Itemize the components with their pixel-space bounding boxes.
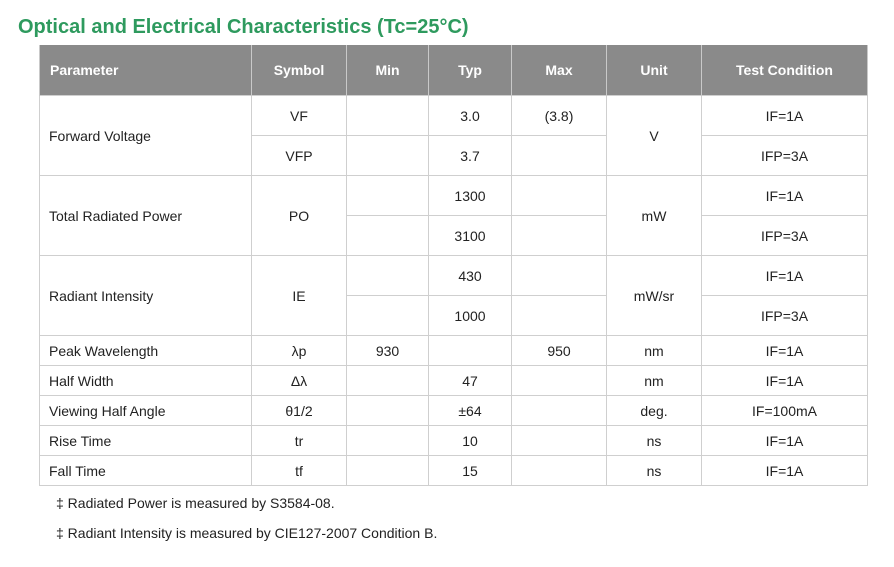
- header-row: [40, 45, 868, 96]
- peak-wavelength-unit: nm: [607, 336, 702, 366]
- total-radiated-power-max-1: [512, 176, 607, 216]
- radiant-intensity-condition-1: IF=1A: [702, 256, 868, 296]
- fall-time-typ: 15: [429, 456, 512, 486]
- total-radiated-power-condition-1: IF=1A: [702, 176, 868, 216]
- table-row: [40, 426, 868, 456]
- footnotes: [56, 494, 437, 554]
- total-radiated-power-symbol: PO: [252, 176, 347, 256]
- forward-voltage-unit: V: [607, 96, 702, 176]
- table-row: [40, 366, 868, 396]
- forward-voltage-min-1: [347, 96, 429, 136]
- fall-time-condition: IF=1A: [702, 456, 868, 486]
- viewing-half-angle-condition: IF=100mA: [702, 396, 868, 426]
- total-radiated-power-min-1: [347, 176, 429, 216]
- total-radiated-power-typ-2: 3100: [429, 216, 512, 256]
- forward-voltage-symbol-1: VF: [252, 96, 347, 136]
- fall-time-symbol: tf: [252, 456, 347, 486]
- rise-time-symbol: tr: [252, 426, 347, 456]
- peak-wavelength-condition: IF=1A: [702, 336, 868, 366]
- radiant-intensity-unit: mW/sr: [607, 256, 702, 336]
- half-width-unit: nm: [607, 366, 702, 396]
- fall-time-parameter: Fall Time: [40, 456, 252, 486]
- footnote-radiant-intensity: ‡ Radiant Intensity is measured by CIE127-2007 Condition B.: [56, 525, 438, 541]
- header-symbol: Symbol: [252, 45, 347, 96]
- header-parameter: Parameter: [40, 45, 252, 96]
- viewing-half-angle-parameter: Viewing Half Angle: [40, 396, 252, 426]
- rise-time-condition: IF=1A: [702, 426, 868, 456]
- radiant-intensity-max-2: [512, 296, 607, 336]
- peak-wavelength-min: 930: [347, 336, 429, 366]
- table-row: [40, 336, 868, 366]
- rise-time-unit: ns: [607, 426, 702, 456]
- viewing-half-angle-unit: deg.: [607, 396, 702, 426]
- viewing-half-angle-min: [347, 396, 429, 426]
- total-radiated-power-typ-1: 1300: [429, 176, 512, 216]
- fall-time-max: [512, 456, 607, 486]
- total-radiated-power-max-2: [512, 216, 607, 256]
- viewing-half-angle-max: [512, 396, 607, 426]
- header-unit: Unit: [607, 45, 702, 96]
- forward-voltage-symbol-2: VFP: [252, 136, 347, 176]
- total-radiated-power-parameter: Total Radiated Power: [40, 176, 252, 256]
- rise-time-parameter: Rise Time: [40, 426, 252, 456]
- total-radiated-power-min-2: [347, 216, 429, 256]
- radiant-intensity-typ-1: 430: [429, 256, 512, 296]
- forward-voltage-max-1: (3.8): [512, 96, 607, 136]
- fall-time-unit: ns: [607, 456, 702, 486]
- forward-voltage-max-2: [512, 136, 607, 176]
- forward-voltage-typ-1: 3.0: [429, 96, 512, 136]
- viewing-half-angle-typ: ±64: [429, 396, 512, 426]
- radiant-intensity-parameter: Radiant Intensity: [40, 256, 252, 336]
- page-title: Optical and Electrical Characteristics (Tc=25°C): [18, 16, 469, 38]
- radiant-intensity-condition-2: IFP=3A: [702, 296, 868, 336]
- peak-wavelength-symbol: λp: [252, 336, 347, 366]
- footnote-radiated-power: ‡ Radiated Power is measured by S3584-08.: [56, 495, 335, 511]
- forward-voltage-condition-2: IFP=3A: [702, 136, 868, 176]
- half-width-min: [347, 366, 429, 396]
- table-row: [40, 176, 868, 216]
- half-width-typ: 47: [429, 366, 512, 396]
- total-radiated-power-condition-2: IFP=3A: [702, 216, 868, 256]
- radiant-intensity-min-2: [347, 296, 429, 336]
- peak-wavelength-max: 950: [512, 336, 607, 366]
- forward-voltage-condition-1: IF=1A: [702, 96, 868, 136]
- header-test-condition: Test Condition: [702, 45, 868, 96]
- forward-voltage-min-2: [347, 136, 429, 176]
- characteristics-table: [39, 45, 868, 486]
- total-radiated-power-unit: mW: [607, 176, 702, 256]
- radiant-intensity-typ-2: 1000: [429, 296, 512, 336]
- radiant-intensity-max-1: [512, 256, 607, 296]
- forward-voltage-parameter: Forward Voltage: [40, 96, 252, 176]
- table-row: [40, 456, 868, 486]
- rise-time-min: [347, 426, 429, 456]
- header-max: Max: [512, 45, 607, 96]
- header-min: Min: [347, 45, 429, 96]
- rise-time-typ: 10: [429, 426, 512, 456]
- half-width-parameter: Half Width: [40, 366, 252, 396]
- table-row: [40, 256, 868, 296]
- half-width-max: [512, 366, 607, 396]
- header-typ: Typ: [429, 45, 512, 96]
- fall-time-min: [347, 456, 429, 486]
- half-width-condition: IF=1A: [702, 366, 868, 396]
- radiant-intensity-symbol: IE: [252, 256, 347, 336]
- rise-time-max: [512, 426, 607, 456]
- half-width-symbol: Δλ: [252, 366, 347, 396]
- peak-wavelength-parameter: Peak Wavelength: [40, 336, 252, 366]
- table-row: [40, 396, 868, 426]
- peak-wavelength-typ: [429, 336, 512, 366]
- table-row: [40, 96, 868, 136]
- radiant-intensity-min-1: [347, 256, 429, 296]
- forward-voltage-typ-2: 3.7: [429, 136, 512, 176]
- viewing-half-angle-symbol: θ1/2: [252, 396, 347, 426]
